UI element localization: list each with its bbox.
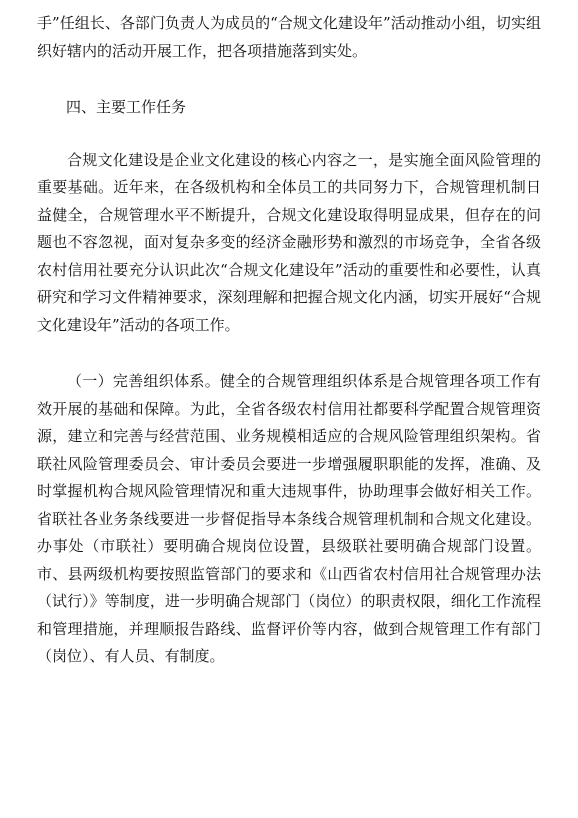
section-heading: 四、主要工作任务	[66, 98, 187, 116]
body-paragraph-compliance-culture: 合规文化建设是企业文化建设的核心内容之一，是实施全面风险管理的重要基础。近年来，在各级机构和全体员工的共同努力下，合规管理机制日益健全，合规管理水平不断提升，合规文化建设取得明显成果，但存在的问题也不容忽视，面对复杂多变的经济金融形势和激烈的市场竞争，全省各级农村信用社要充分认识此次“合规文化建设年”活动的重要性和必要性，认真研究和学习文件精神要求，深刻理解和把握合规文化内涵，切实开展好“合规文化建设年”活动的各项工作。	[37, 150, 541, 334]
continuation-paragraph: 手”任组长、各部门负责人为成员的“合规文化建设年”活动推动小组，切实组织好辖内的活动开展工作，把各项措施落到实处。	[37, 14, 541, 60]
body-paragraph-organization-system: （一）完善组织体系。健全的合规管理组织体系是合规管理各项工作有效开展的基础和保障。为此，全省各级农村信用社都要科学配置合规管理资源，建立和完善与经营范围、业务规模相适应的合规风险管理组织架构。省联社风险管理委员会、审计委员会要进一步增强履职职能的发挥，准确、及时掌握机构合规风险管理情况和重大违规事件，协助理事会做好相关工作。省联社各业务条线要进一步督促指导本条线合规管理机制和合规文化建设。办事处（市联社）要明确合规岗位设置，县级联社要明确合规部门设置。市、县两级机构要按照监管部门的要求和《山西省农村信用社合规管理办法（试行）》等制度，进一步明确合规部门（岗位）的职责权限，细化工作流程和管理措施，并理顺报告路线、监督评价等内容，做到合规管理工作有部门（岗位）、有人员、有制度。	[37, 372, 541, 665]
